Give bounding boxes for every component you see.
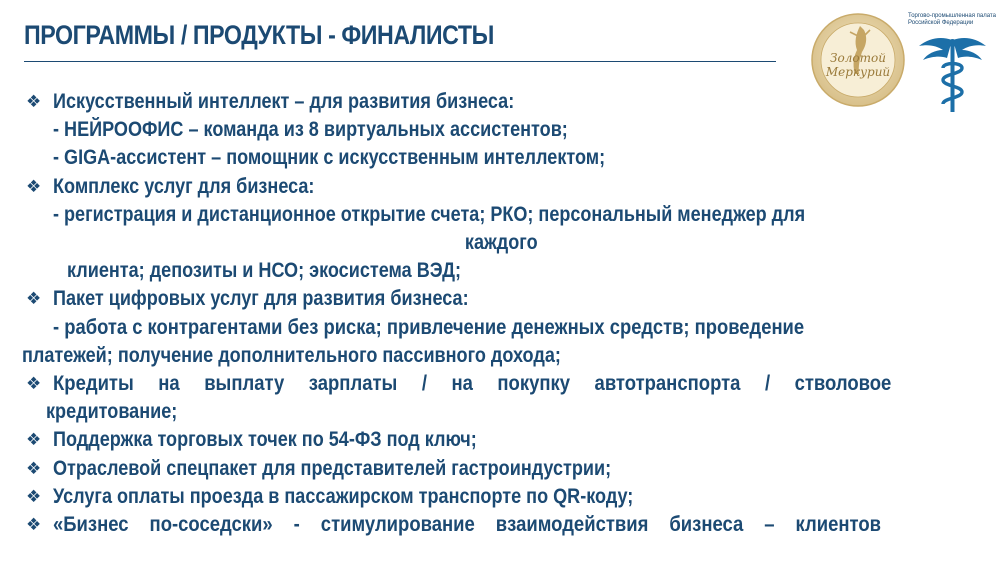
diamond-bullet-icon: ❖ bbox=[26, 458, 42, 478]
list-subitem: - GIGA-ассистент – помощник с искусственным интеллектом; bbox=[53, 146, 606, 170]
diamond-bullet-icon: ❖ bbox=[26, 515, 42, 535]
diamond-bullet-icon: ❖ bbox=[26, 486, 42, 506]
list-item: ❖ Искусственный интеллект – для развития бизнеса: bbox=[22, 88, 980, 116]
cci-logo-caption: Торгово-промышленная палата Российской Федерации bbox=[908, 13, 996, 26]
list-item: ❖ Отраслевой спецпакет для представителей гастроиндустрии; bbox=[22, 455, 980, 483]
diamond-bullet-icon: ❖ bbox=[26, 289, 42, 309]
list-item: ❖ Пакет цифровых услуг для развития бизнеса: bbox=[22, 285, 980, 313]
svg-text:Меркурий: Меркурий bbox=[825, 65, 891, 79]
finalists-list bbox=[22, 88, 980, 539]
list-subitem-continued: платежей; получение дополнительного пассивного дохода; bbox=[22, 343, 561, 367]
list-subitem-wrap: каждого bbox=[464, 231, 538, 255]
list-item: ❖ «Бизнес по-соседски» - стимулирование взаимодействия бизнеса – клиентов bbox=[22, 511, 980, 539]
list-item-continued: кредитование; bbox=[46, 400, 178, 424]
list-item: ❖ Кредиты на выплату зарплаты / на покупку автотранспорта / стволовое bbox=[22, 370, 980, 398]
list-item: ❖ Комплекс услуг для бизнеса: bbox=[22, 173, 980, 201]
page-title: ПРОГРАММЫ / ПРОДУКТЫ - ФИНАЛИСТЫ bbox=[24, 20, 494, 50]
diamond-bullet-icon: ❖ bbox=[26, 374, 42, 394]
diamond-bullet-icon: ❖ bbox=[26, 176, 42, 196]
list-subitem: - НЕЙРООФИС – команда из 8 виртуальных ассистентов; bbox=[53, 118, 568, 142]
list-item: ❖ Поддержка торговых точек по 54-ФЗ под ключ; bbox=[22, 426, 980, 454]
svg-text:Золотой: Золотой bbox=[830, 51, 886, 65]
title-divider bbox=[24, 61, 776, 62]
diamond-bullet-icon: ❖ bbox=[26, 430, 42, 450]
list-subitem: - регистрация и дистанционное открытие счета; РКО; персональный менеджер для bbox=[53, 202, 806, 226]
list-subitem: - работа с контрагентами без риска; привлечение денежных средств; проведение bbox=[53, 315, 805, 339]
list-item: ❖ Услуга оплаты проезда в пассажирском транспорте по QR-коду; bbox=[22, 483, 980, 511]
list-subitem-continued: клиента; депозиты и НСО; экосистема ВЭД; bbox=[67, 259, 462, 283]
diamond-bullet-icon: ❖ bbox=[26, 92, 42, 111]
